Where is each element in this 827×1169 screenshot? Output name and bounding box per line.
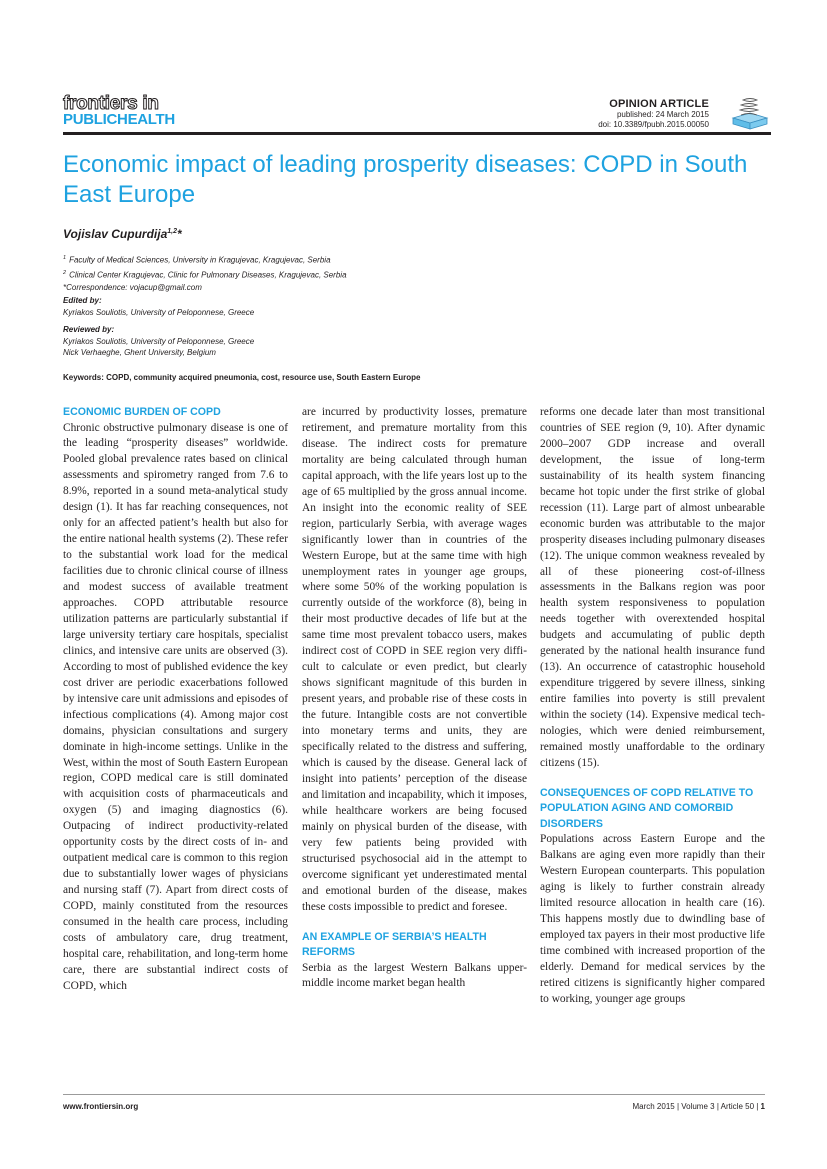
journal-logo-bottom: PUBLICHEALTH	[63, 111, 175, 128]
reviewer-name: Nick Verhaeghe, Ghent University, Belgium	[63, 348, 216, 357]
section-heading-economic-burden: ECONOMIC BURDEN OF COPD	[63, 406, 221, 418]
body-column-2	[302, 405, 527, 992]
body-paragraph: Serbia as the largest Western Balkans upper-middle income market began health	[302, 961, 527, 990]
affiliation-text: Clinical Center Kragujevac, Clinic for Pulmonary Diseases, Kragujevac, Serbia	[69, 270, 347, 280]
journal-logo[interactable]	[63, 93, 175, 128]
body-paragraph: Populations across Eastern Europe and the Balkans are aging even more rapidly than their Western European counterparts. This population aging is likely to further constrain already limited resource allocation in health care (16). This happens mostly due to dwindling base of employed tax payers in their most productive life time combined with increased proportion of the elderly. Demand for medical services by the retired citizens is significantly higher compared to working, younger age groups	[540, 833, 765, 1005]
article-type: OPINION ARTICLE	[609, 98, 709, 110]
doi[interactable]: doi: 10.3389/fpubh.2015.00050	[598, 120, 709, 129]
section-heading-consequences: CONSEQUENCES OF COPD RELATIVE TO POPULATION AGING AND COMORBID DISORDERS	[540, 786, 754, 830]
edited-by	[63, 295, 254, 318]
header-rule	[63, 132, 771, 135]
article-meta	[598, 98, 709, 130]
author-name[interactable]: Vojislav Cupurdija	[63, 227, 168, 241]
page-header	[63, 93, 771, 136]
footer-website-link[interactable]: www.frontiersin.org	[63, 1102, 139, 1111]
author	[63, 227, 182, 241]
affiliation-text: Faculty of Medical Sciences, University in Kragujevac, Kragujevac, Serbia	[69, 255, 331, 265]
body-paragraph: are incurred by productivity losses, premature retirement, and premature mortality from this disease. The indirect costs for premature mortality are being calculated through human capital approach, with the life years lost up to the age of 65 multiplied by the gross annual income. An insight into the economic reality of SEE region, particularly Serbia, with average wages significantly lower than in countries of the Western Europe, but at the same time with high unemployment rates in younger age groups, where some 50% of the working population is currently outside of the workforce (8), being in their most productive decades of life but at the same time most prevalent tobacco users, makes indirect cost of COPD in SEE region very difficult to calculate or even predict, but clearly shows significant magnitude of this burden in present years, and probable rise of these costs in the future. Intangible costs are not convertible into monetary terms and units, they are specifically related to the distress and suffering, which is caused by the disease. General lack of insight into patients’ perception of the disease and limitation and incapability, which it imposes, while healthcare workers are being focused mainly on physical burden of the disease, with very few patients being provided with structurised psychosocial aid in the attempt to overcome significant yet underestimated mental and emotional burden of the disease, makes these costs impossible to predict and foresee.	[302, 406, 527, 913]
body-paragraph: Chronic obstructive pulmonary disease is one of the leading “prosperity diseases” worldwide. Pooled global prevalence rates based on clinical assessments and spirometry ranged from 7.6 to 8.9%, reported in a sound meta-analytical study design (1). It has far reaching consequences, not only for an affected patient’s health but also for the entire national health systems (2). These refer to the substantial work load for the medical facilities due to chronic clinical course of illness and modest success of available treatment approaches. COPD attributable resource utilization patterns are particularly substantial if large university tertiary care hospitals, specialist clinics, and intensive care units are observed (3). According to most of published evidence the key cost driver are periodic exacerbations followed by intensive care unit admissions and episodes of infectious complications (4). Among major cost domains, physician consultations and surgery dominate in high-income settings. Unlike in the West, within the most of South Eastern European region, COPD medical care is still dominated with acquisition costs of pharmaceuticals and oxygen (5) and imaging diagnostics (6). Outpacing of indirect productivity-related opportunity costs by the direct costs of in- and outpatient medical care is common to this region due to substantially lower wages of physicians and nursing staff (7). Apart from direct costs of COPD, mainly constituted from the resources consumed in the health care process, including costs of ambulatory care, drug treatment, hospital care, rehabilitation, and long-term home care, there are substantial indirect costs of COPD, which	[63, 421, 288, 992]
body-column-3	[540, 405, 765, 1008]
edited-by-label: Edited by:	[63, 296, 102, 305]
footer-rule	[63, 1094, 765, 1095]
journal-logo-top: frontiers in	[63, 93, 159, 114]
reviewed-by	[63, 324, 254, 359]
section-heading-serbia-reforms: AN EXAMPLE OF SERBIA’S HEALTH REFORMS	[302, 930, 487, 958]
article-title: Economic impact of leading prosperity diseases: COPD in South East Europe	[63, 151, 748, 208]
affiliation-number: 1	[63, 255, 67, 261]
body-column-1	[63, 405, 288, 995]
footer-citation	[632, 1102, 765, 1111]
reviewed-by-label: Reviewed by:	[63, 325, 115, 334]
keywords: Keywords: COPD, community acquired pneumonia, cost, resource use, South Eastern Europe	[63, 373, 421, 382]
reviewer-name: Kyriakos Souliotis, University of Peloponnese, Greece	[63, 336, 255, 346]
editors-block	[63, 295, 254, 365]
published-date: published: 24 March 2015	[616, 110, 709, 119]
body-paragraph: reforms one decade later than most transitional countries of SEE region (9, 10). After dynamic 2000–2007 GDP increase and overall development, the issue of long-term sustainability of its health system financing became hot topic under the first strike of global recession (11). Large part of almost unbearable economic burden was attributable to the major prosperity diseases including pulmonary diseases (12). The unique common weakness revealed by all of these pioneering cost-of-illness assessments in the Balkans region was poor health system responsiveness to population needs together with overextended hospital budgets and accumulating of public depth generated by the national health insurance fund (13). An occurrence of catastrophic household expenditure triggered by severe illness, sinking entire families into poverty is still prevalent within the society (14). Expensive medical technologies, which were denied reimbursement, remained mostly unaffordable to the ordinary citizens (15).	[540, 406, 765, 769]
footer-citation-text: March 2015 | Volume 3 | Article 50 |	[632, 1102, 761, 1111]
page-number: 1	[760, 1102, 765, 1111]
affiliation-2	[63, 267, 347, 282]
author-correspondence-mark: *	[176, 227, 182, 241]
affiliations	[63, 252, 347, 295]
journal-stack-icon	[729, 96, 771, 130]
affiliation-number: 2	[63, 270, 67, 277]
correspondence[interactable]: *Correspondence: vojacup@gmail.com	[63, 283, 202, 293]
affiliation-1	[63, 252, 347, 267]
author-affiliation-marks: 1,2	[167, 228, 177, 235]
editor-name: Kyriakos Souliotis, University of Peloponnese, Greece	[63, 307, 255, 317]
